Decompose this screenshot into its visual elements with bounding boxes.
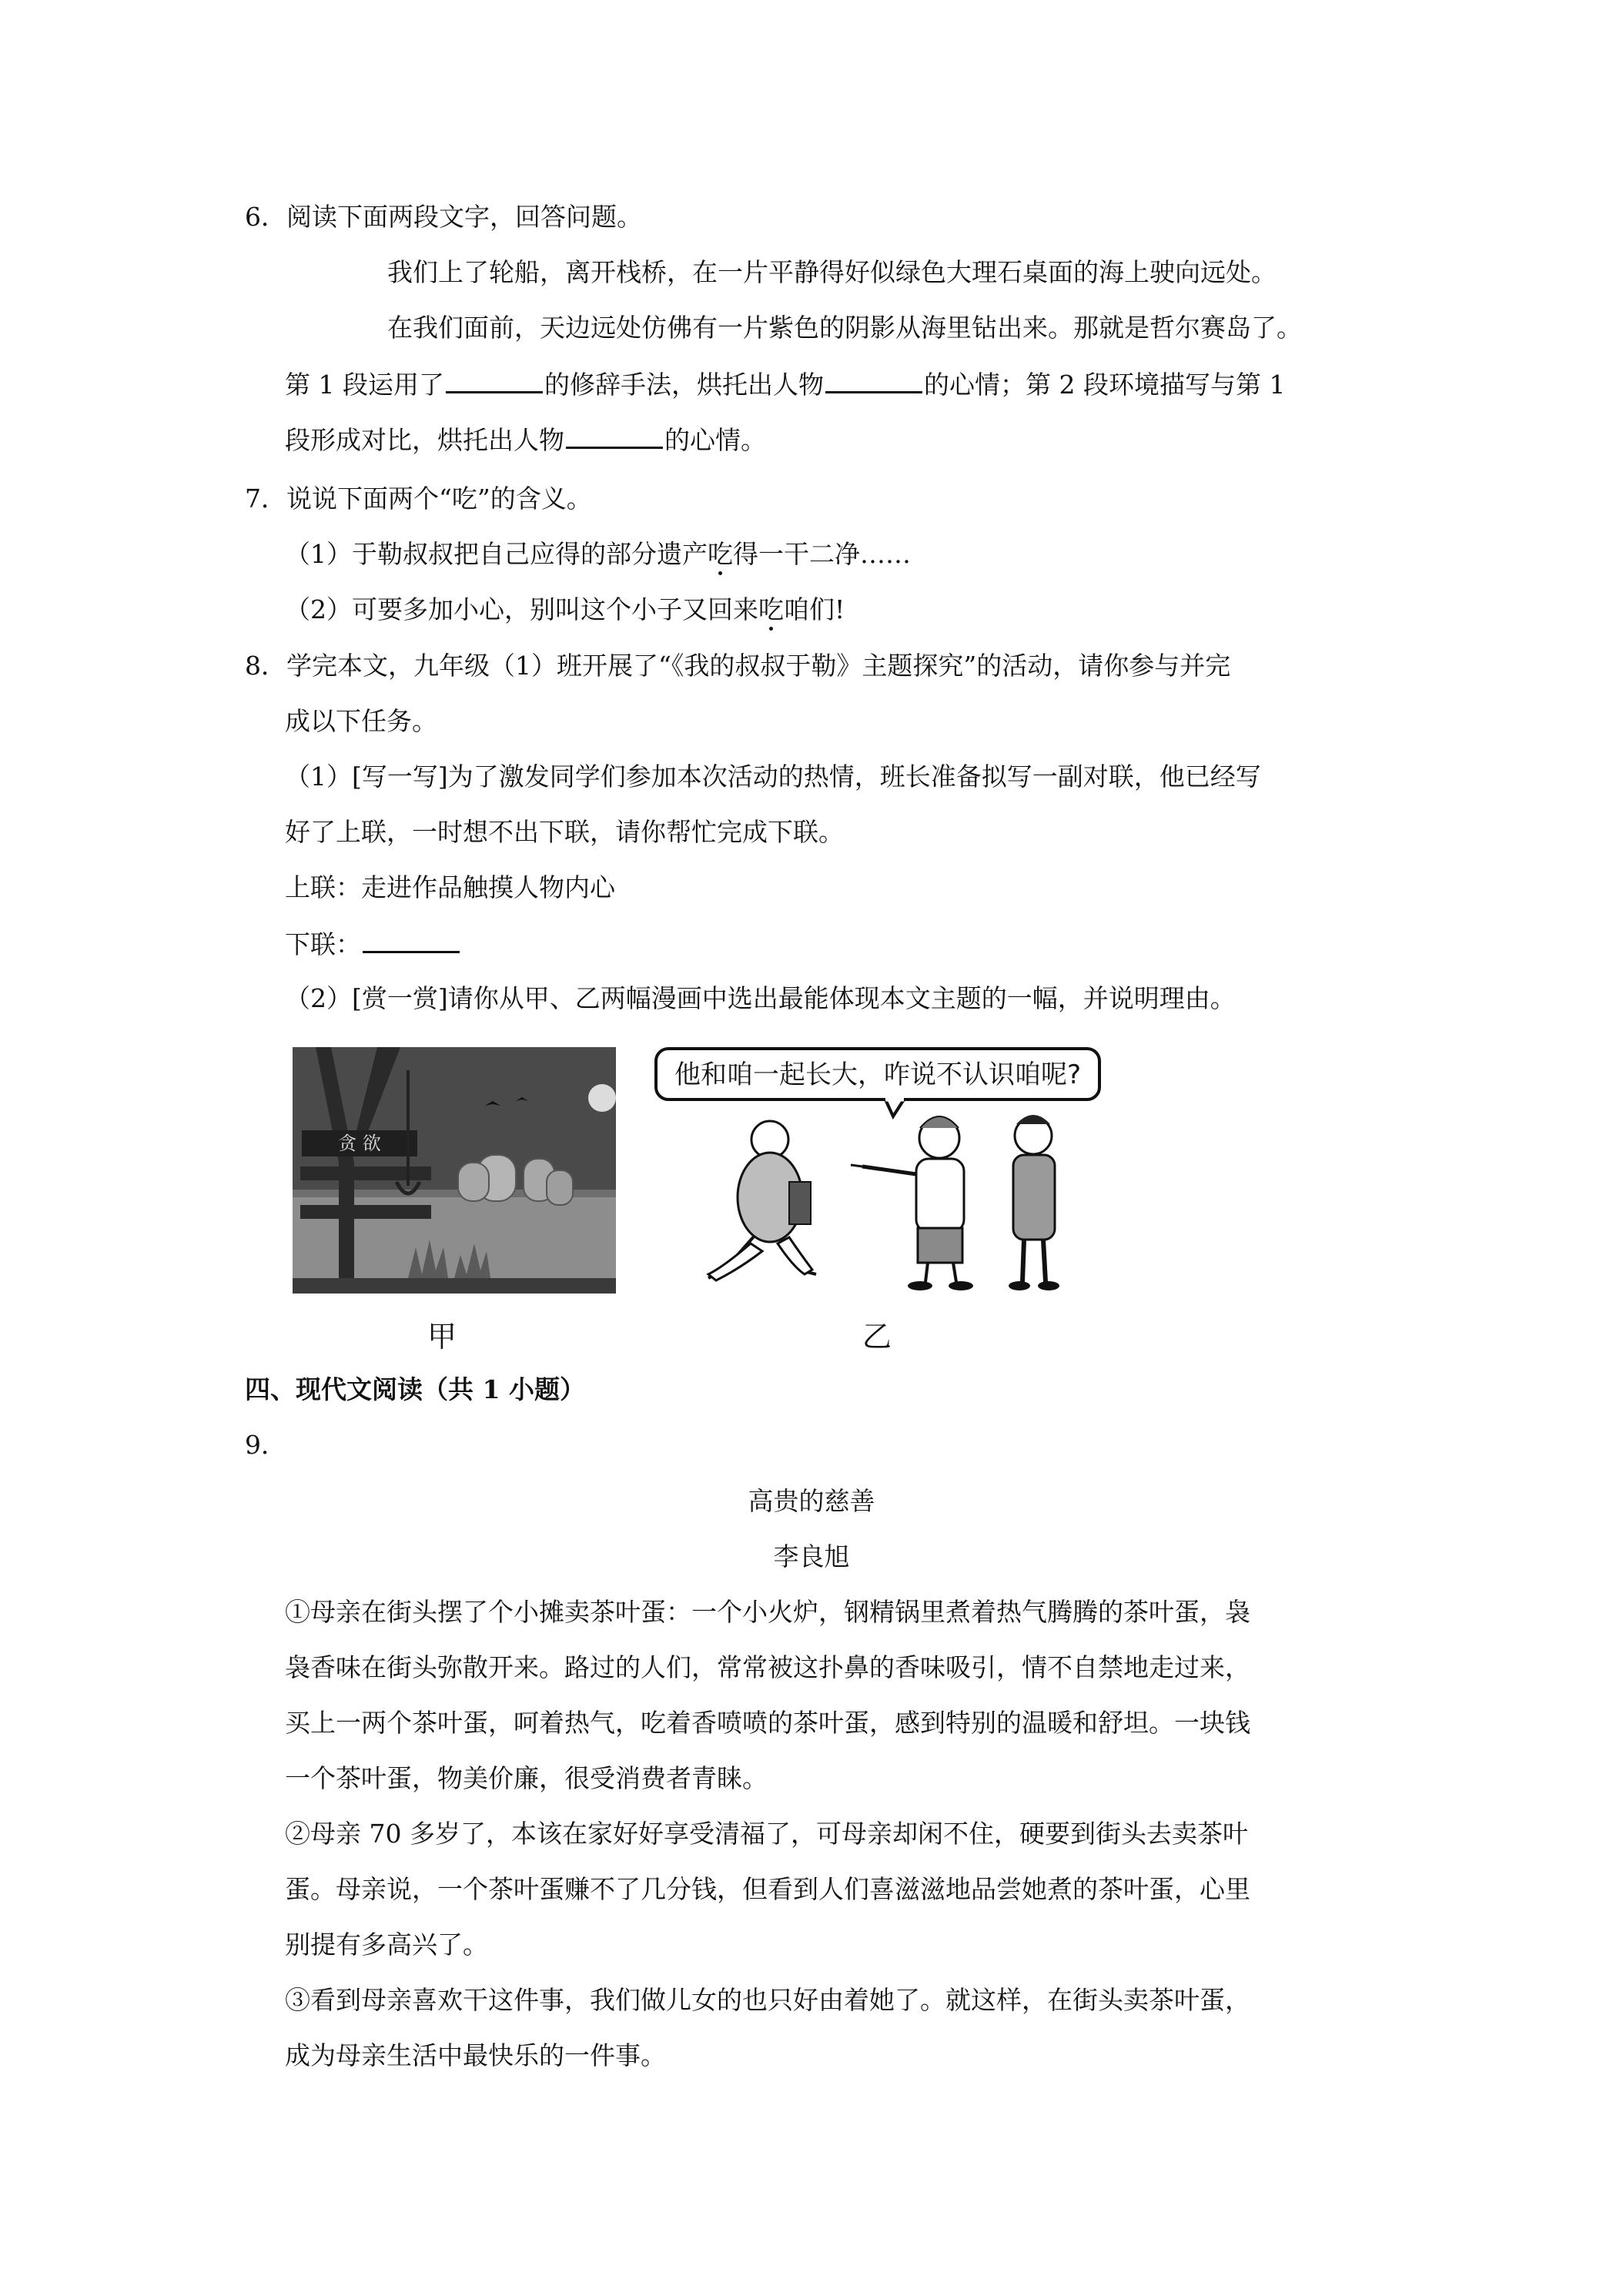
article-p3-line2: 成为母亲生活中最快乐的一件事。 <box>285 2040 666 2070</box>
answer-blank[interactable] <box>363 928 460 953</box>
q6-fill-b1: 段形成对比，烘托出人物 <box>285 425 564 455</box>
cartoon-jia <box>293 1047 616 1294</box>
q7-stem: 7．说说下面两个“吃”的含义。 <box>245 484 592 514</box>
article-p3-line1: ③看到母亲喜欢干这件事，我们做儿女的也只好由着她了。就这样，在街头卖茶叶蛋， <box>285 1985 1250 2015</box>
q8-lower-couplet <box>285 928 461 960</box>
q6-fill-b2: 的心情。 <box>664 425 766 455</box>
answer-blank[interactable] <box>566 423 663 449</box>
article-p1-line4: 一个茶叶蛋，物美价廉，很受消费者青睐。 <box>285 1763 768 1793</box>
q7-sentence-1 <box>285 539 911 570</box>
q6-fill-a3: 的心情；第 2 段环境描写与第 1 <box>923 370 1286 400</box>
q7-s1-key: 吃 <box>708 539 733 569</box>
q9-number: 9． <box>245 1430 286 1460</box>
article-p1-line3: 买上一两个茶叶蛋，呵着热气，吃着香喷喷的茶叶蛋，感到特别的温暖和舒坦。一块钱 <box>285 1708 1250 1738</box>
q8-stem-2: 成以下任务。 <box>285 706 437 736</box>
article-p2-line1: ②母亲 70 多岁了，本该在家好好享受清福了，可母亲却闲不住，硬要到街头去卖茶叶 <box>285 1819 1248 1849</box>
sign-text: 贪 欲 <box>338 1133 381 1154</box>
q6-stem: 6．阅读下面两段文字，回答问题。 <box>245 202 642 232</box>
q6-para1: 我们上了轮船，离开栈桥，在一片平静得好似绿色大理石桌面的海上驶向远处。 <box>387 257 1277 287</box>
q6-fill-line1 <box>285 368 1285 400</box>
cartoon-yi-caption: 乙 <box>862 1320 892 1354</box>
answer-blank[interactable] <box>446 368 543 393</box>
q6-fill-a2: 的修辞手法，烘托出人物 <box>544 370 824 400</box>
q8-lower-label: 下联： <box>285 929 361 959</box>
q8-task1-line1: （1）[写一写]为了激发同学们参加本次活动的热情，班长准备拟写一副对联，他已经写 <box>285 761 1261 792</box>
cartoon-yi-illustration <box>654 1047 1101 1301</box>
article-p1-line2: 袅香味在街头弥散开来。路过的人们，常常被这扑鼻的香味吸引，情不自禁地走过来， <box>285 1652 1250 1682</box>
article-title: 高贵的慈善 <box>748 1486 875 1516</box>
q6-fill-a1: 第 1 段运用了 <box>285 370 444 400</box>
q7-s1-pre: （1）于勒叔叔把自己应得的部分遗产 <box>285 539 708 569</box>
article-author: 李良旭 <box>773 1541 850 1571</box>
article-p2-line2: 蛋。母亲说，一个茶叶蛋赚不了几分钱，但看到人们喜滋滋地品尝她煮的茶叶蛋，心里 <box>285 1874 1250 1904</box>
q7-s2-post: 咱们! <box>784 594 845 624</box>
q8-task2: （2）[赏一赏]请你从甲、乙两幅漫画中选出最能体现本文主题的一幅，并说明理由。 <box>285 983 1236 1013</box>
section-heading: 四、现代文阅读（共 1 小题） <box>245 1374 585 1404</box>
article-p1-line1: ①母亲在街头摆了个小摊卖茶叶蛋：一个小火炉，钢精锅里煮着热气腾腾的茶叶蛋，袅 <box>285 1597 1250 1627</box>
q7-s1-post: 得一干二净…… <box>733 539 911 569</box>
q8-task1-line2: 好了上联，一时想不出下联，请你帮忙完成下联。 <box>285 817 844 847</box>
cartoon-jia-illustration <box>293 1047 616 1294</box>
q8-stem-1: 8．学完本文，九年级（1）班开展了“《我的叔叔于勒》主题探究”的活动，请你参与并完 <box>245 651 1231 681</box>
q6-fill-line2 <box>285 423 766 456</box>
q7-s2-key: 吃 <box>758 594 784 624</box>
article-p2-line3: 别提有多高兴了。 <box>285 1930 488 1960</box>
q7-sentence-2 <box>285 594 845 625</box>
cartoon-yi <box>654 1047 1101 1301</box>
q7-s2-pre: （2）可要多加小心，别叫这个小子又回来 <box>285 594 758 624</box>
answer-blank[interactable] <box>825 368 922 393</box>
speech-bubble-text: 他和咱一起长大，咋说不认识咱呢? <box>674 1059 1082 1090</box>
q8-upper-couplet: 上联：走进作品触摸人物内心 <box>285 872 615 902</box>
cartoon-jia-caption: 甲 <box>427 1320 457 1354</box>
q6-para2: 在我们面前，天边远处仿佛有一片紫色的阴影从海里钻出来。那就是哲尔赛岛了。 <box>387 313 1302 343</box>
